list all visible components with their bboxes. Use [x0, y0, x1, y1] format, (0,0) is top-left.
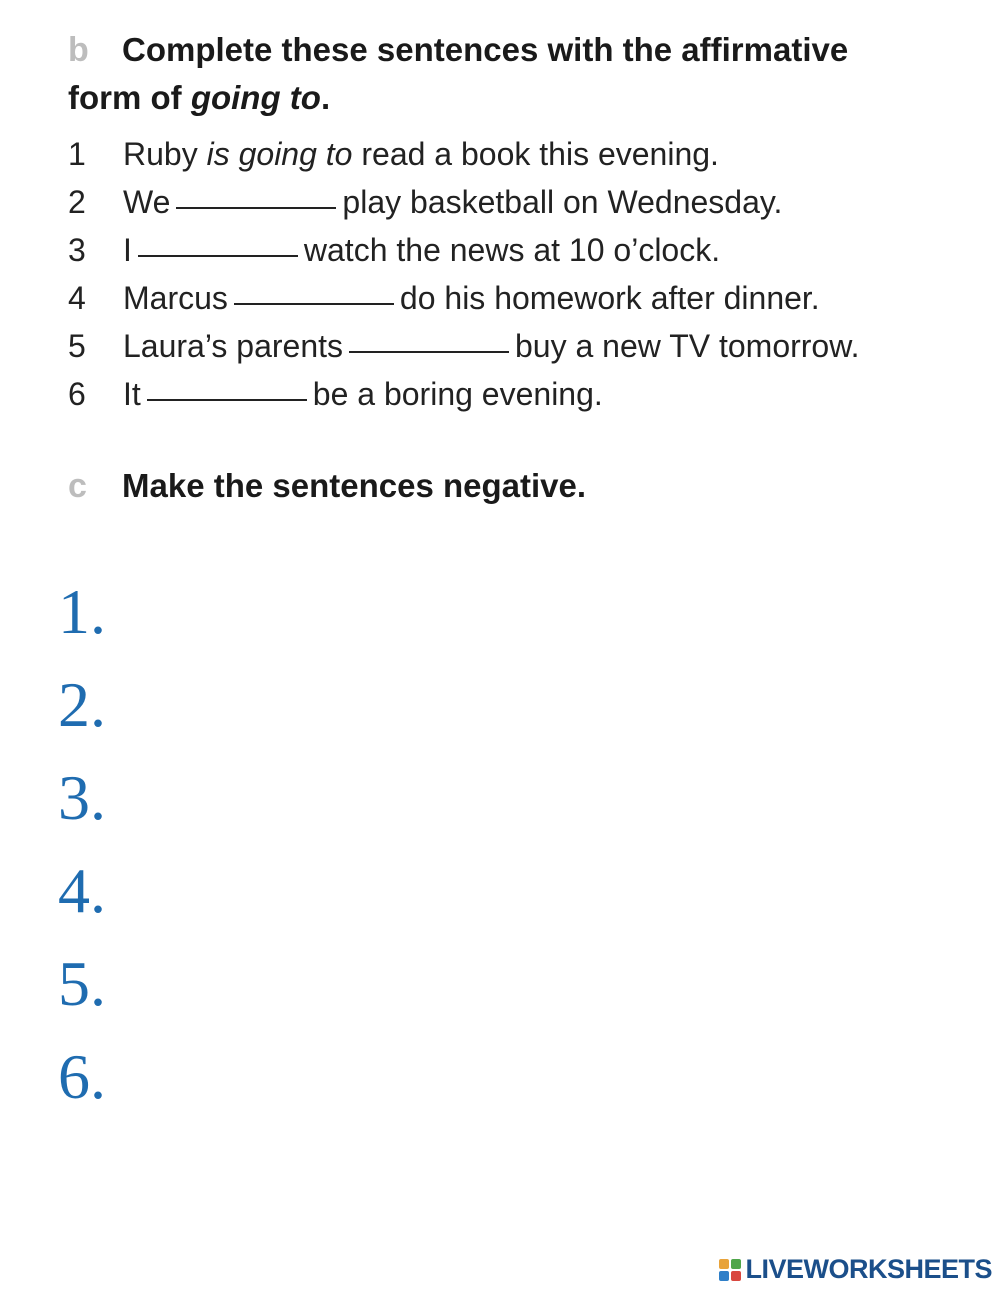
- answer-line-6[interactable]: 6.: [58, 1041, 106, 1112]
- sentence-3: [68, 226, 968, 274]
- sentence-after: buy a new TV tomorrow.: [515, 328, 860, 364]
- sentence-6: [68, 370, 968, 418]
- answer-line-3[interactable]: 3.: [58, 762, 106, 833]
- answer-blank[interactable]: [138, 255, 298, 257]
- sentence-after: watch the news at 10 o’clock.: [303, 232, 721, 268]
- sentence-text: [123, 274, 820, 322]
- answer-line-4[interactable]: 4.: [58, 855, 106, 926]
- sentence-number: 3: [68, 232, 86, 268]
- sentence-text: [123, 130, 719, 178]
- sentence-number: 4: [68, 280, 86, 316]
- section-b-title-line2: form of: [68, 79, 191, 116]
- section-b-title-italic: going to: [190, 79, 321, 116]
- sentence-after: play basketball on Wednesday.: [342, 184, 783, 220]
- footer-brand: LIVEWORKSHEETS: [745, 1254, 992, 1284]
- sentence-after: do his homework after dinner.: [399, 280, 820, 316]
- sentence-list: [68, 130, 968, 418]
- sentence-before: It: [123, 376, 141, 412]
- sentence-before: Laura’s parents: [123, 328, 343, 364]
- sentence-4: [68, 274, 968, 322]
- liveworksheets-footer: [719, 1254, 992, 1285]
- sentence-2: [68, 178, 968, 226]
- section-b-title-line1: Complete these sentences with the affirmative: [122, 31, 849, 68]
- logo-square-3: [719, 1271, 729, 1281]
- answer-blank[interactable]: [176, 207, 336, 209]
- section-letter-b: b: [68, 31, 89, 69]
- section-letter-c: c: [68, 467, 87, 505]
- sentence-before: Ruby: [123, 136, 207, 172]
- logo-square-1: [719, 1259, 729, 1269]
- logo-square-2: [731, 1259, 741, 1269]
- sentence-before: I: [123, 232, 132, 268]
- answer-blank[interactable]: [147, 399, 307, 401]
- sentence-text: [123, 226, 720, 274]
- sentence-after: be a boring evening.: [312, 376, 603, 412]
- sentence-example-answer: is going to: [206, 136, 353, 172]
- sentence-1: [68, 130, 968, 178]
- answer-line-2[interactable]: 2.: [58, 669, 106, 740]
- answer-line-5[interactable]: 5.: [58, 948, 106, 1019]
- sentence-before: We: [123, 184, 171, 220]
- sentence-number: 1: [68, 136, 86, 172]
- logo-square-4: [731, 1271, 741, 1281]
- section-c-heading: [68, 462, 586, 510]
- answer-line-1[interactable]: 1.: [58, 576, 106, 647]
- answer-blank[interactable]: [234, 303, 394, 305]
- sentence-after: read a book this evening.: [352, 136, 719, 172]
- answer-blank[interactable]: [349, 351, 509, 353]
- sentence-number: 6: [68, 376, 86, 412]
- sentence-text: [123, 322, 859, 370]
- sentence-text: [123, 178, 782, 226]
- section-b-title-end: .: [320, 79, 331, 116]
- negative-answer-list: [58, 565, 106, 1123]
- section-c-title: Make the sentences negative.: [122, 467, 587, 504]
- section-b-heading: [68, 26, 960, 121]
- sentence-number: 2: [68, 184, 86, 220]
- sentence-before: Marcus: [123, 280, 228, 316]
- sentence-text: [123, 370, 603, 418]
- sentence-number: 5: [68, 328, 86, 364]
- sentence-5: [68, 322, 968, 370]
- liveworksheets-logo-icon: [719, 1259, 741, 1281]
